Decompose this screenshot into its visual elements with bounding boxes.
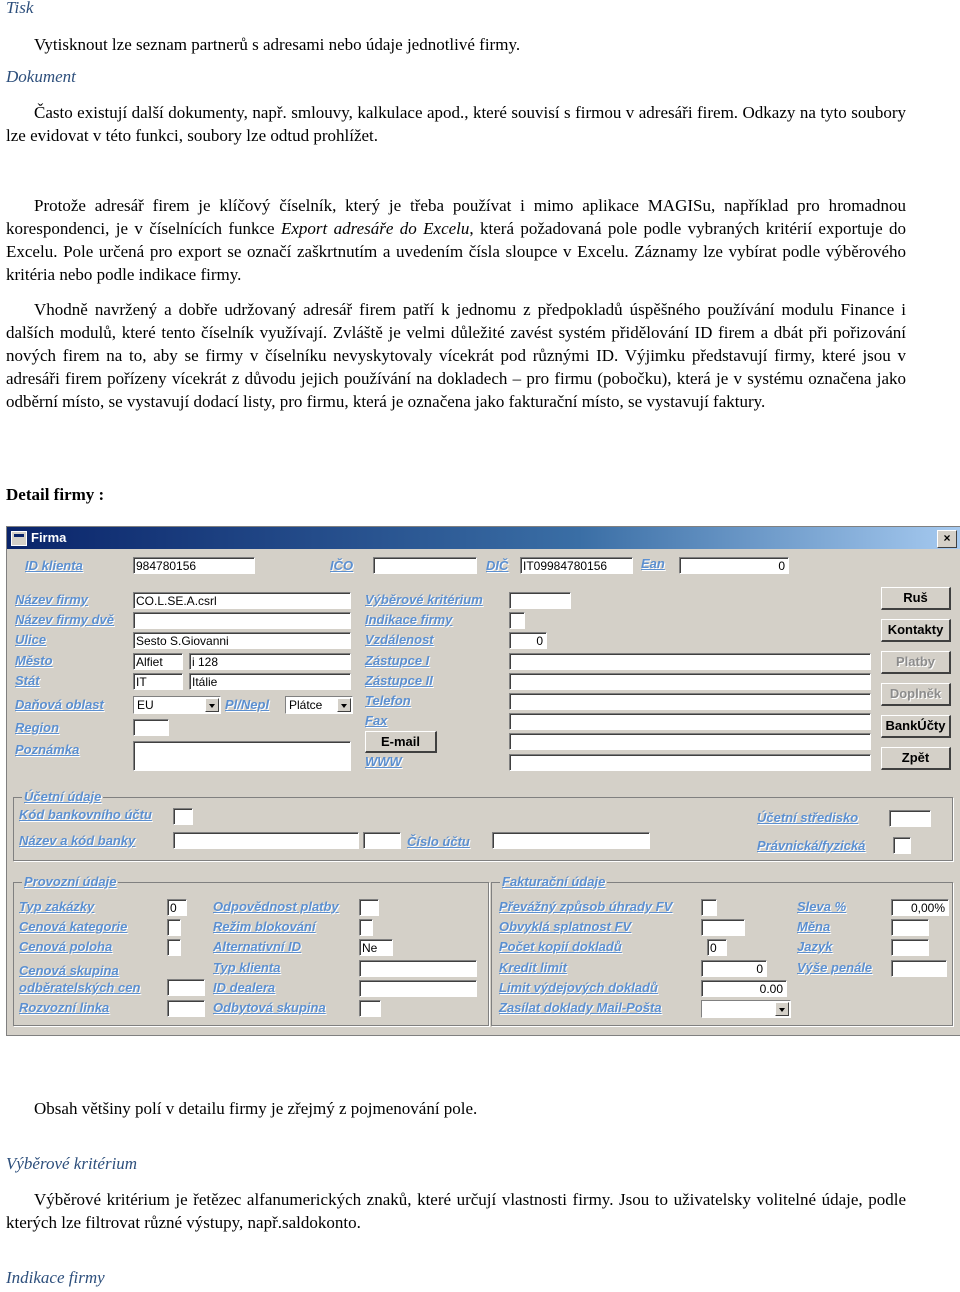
telefon-field[interactable] bbox=[509, 693, 871, 710]
label-vyberove-kriterium: Výběrové kritérium bbox=[365, 592, 483, 607]
label-zastupce-2: Zástupce II bbox=[365, 673, 433, 688]
heading-indikace-firmy: Indikace firmy bbox=[6, 1268, 105, 1287]
label-vzdalenost: Vzdálenost bbox=[365, 632, 434, 647]
vzdalenost-field[interactable]: 0 bbox=[509, 632, 547, 649]
fakturacni-udaje-title: Fakturační údaje bbox=[502, 874, 606, 889]
kredit-limit-field[interactable]: 0 bbox=[701, 960, 767, 977]
paragraph-dokument: Často existují další dokumenty, např. smlouvy, kalkulace apod., které souvisí s firmou v adresáři firem. Odkazy na tyto soubory lze evidovat v této funkci, soubory lze odtud prohlížet. bbox=[6, 103, 906, 145]
label-cenova-poloha: Cenová poloha bbox=[19, 939, 113, 954]
ean-field[interactable]: 0 bbox=[679, 557, 789, 574]
label-region: Region bbox=[15, 720, 60, 735]
typ-klienta-field[interactable] bbox=[359, 960, 477, 977]
window-titlebar[interactable] bbox=[7, 527, 960, 549]
chevron-down-icon[interactable] bbox=[205, 698, 219, 712]
mesto-field[interactable]: i 128 bbox=[189, 653, 351, 670]
label-indikace-firmy: Indikace firmy bbox=[365, 612, 453, 627]
kod-bankovniho-uctu-field[interactable] bbox=[173, 808, 193, 825]
pl-nepl-value: Plátce bbox=[289, 698, 323, 712]
heading-dokument: Dokument bbox=[6, 67, 76, 86]
id-dealera-field[interactable] bbox=[359, 980, 477, 997]
vyse-penale-field[interactable] bbox=[891, 960, 947, 977]
label-telefon: Telefon bbox=[365, 693, 411, 708]
label-kredit-limit: Kredit limit bbox=[499, 960, 567, 975]
mena-field[interactable] bbox=[891, 919, 929, 936]
obvykla-splatnost-field[interactable] bbox=[701, 919, 745, 936]
paragraph-obsah: Obsah většiny polí v detailu firmy je zřejmý z pojmenování pole. bbox=[34, 1099, 478, 1118]
nazev-banky-field[interactable] bbox=[173, 832, 359, 849]
label-pl-nepl: Pl/Nepl bbox=[225, 697, 270, 712]
label-obvykla-splatnost: Obvyklá splatnost FV bbox=[499, 919, 632, 934]
label-stat: Stát bbox=[15, 673, 40, 688]
cislo-uctu-field[interactable] bbox=[492, 832, 650, 849]
label-id-dealera: ID dealera bbox=[213, 980, 276, 995]
region-field[interactable] bbox=[133, 719, 169, 736]
rozvozni-linka-field[interactable] bbox=[167, 1000, 205, 1017]
pl-nepl-select[interactable] bbox=[285, 696, 353, 714]
window-title: Firma bbox=[31, 530, 67, 545]
email-field[interactable] bbox=[509, 733, 871, 750]
nazev-firmy-field[interactable]: CO.L.SE.A.csrl bbox=[133, 592, 351, 609]
label-poznamka: Poznámka bbox=[15, 742, 80, 757]
paragraph-export-part2: , která požadovaná pole podle vybraných kritérií exportuje do Excelu. Pole určená pro export se označí zaškrtnutím a uvedením čísla sloupce v Excelu. Záznamy lze vybírat podle výběrového kritéria nebo podle indikace firmy. bbox=[6, 219, 906, 284]
ulice-field[interactable]: Sesto S.Giovanni bbox=[133, 632, 351, 649]
kod-banky-field[interactable] bbox=[363, 832, 401, 849]
label-vyse-penale: Výše penále bbox=[797, 960, 873, 975]
firma-window bbox=[6, 526, 960, 1036]
label-sleva: Sleva % bbox=[797, 899, 847, 914]
label-odpovednost-platby: Odpovědnost platby bbox=[213, 899, 339, 914]
label-limit-vydejovych: Limit výdejových dokladů bbox=[499, 980, 658, 995]
cenova-skupina-field[interactable] bbox=[167, 979, 205, 996]
www-field[interactable] bbox=[509, 754, 871, 771]
paragraph-export bbox=[6, 194, 906, 286]
label-kod-bankovniho-uctu: Kód bankovního účtu bbox=[19, 807, 152, 822]
label-typ-zakazky: Typ zakázky bbox=[19, 899, 95, 914]
vyberove-kriterium-field[interactable] bbox=[509, 592, 571, 609]
ucetni-udaje-title: Účetní údaje bbox=[24, 789, 102, 804]
label-rozvozni-linka: Rozvozní linka bbox=[19, 1000, 110, 1015]
close-button[interactable]: × bbox=[937, 530, 957, 548]
label-cislo-uctu: Číslo účtu bbox=[407, 834, 470, 849]
odbytova-skupina-field[interactable] bbox=[359, 1000, 381, 1017]
chevron-down-icon[interactable] bbox=[775, 1002, 789, 1016]
label-nazev-firmy-dve: Název firmy dvě bbox=[15, 612, 114, 627]
zasilat-doklady-select[interactable] bbox=[701, 1000, 791, 1018]
pravnicka-fyzicka-field[interactable] bbox=[893, 837, 911, 854]
label-pravnicka-fyzicka: Právnická/fyzická bbox=[757, 838, 866, 853]
zastupce-1-field[interactable] bbox=[509, 653, 871, 670]
platby-button[interactable]: Platby bbox=[881, 651, 951, 674]
ucetni-stredisko-field[interactable] bbox=[889, 810, 931, 827]
label-danova-oblast: Daňová oblast bbox=[15, 697, 104, 712]
stat-kod-field[interactable]: IT bbox=[133, 673, 183, 690]
fax-field[interactable] bbox=[509, 713, 871, 730]
label-ico: IČO bbox=[330, 558, 354, 573]
label-mena: Měna bbox=[797, 919, 831, 934]
id-klienta-field[interactable]: 984780156 bbox=[133, 557, 255, 574]
label-fax: Fax bbox=[365, 713, 388, 728]
nazev-firmy-dve-field[interactable] bbox=[133, 612, 351, 629]
cenova-kategorie-field[interactable] bbox=[167, 919, 181, 936]
label-ean: Ean bbox=[641, 556, 665, 571]
limit-vydejovych-field[interactable]: 0.00 bbox=[701, 980, 787, 997]
label-zasilat-doklady: Zasílat doklady Mail-Pošta bbox=[499, 1000, 662, 1015]
alternativni-id-field[interactable]: Ne bbox=[359, 939, 393, 956]
label-mesto: Město bbox=[15, 653, 53, 668]
label-dic: DIČ bbox=[486, 558, 509, 573]
ico-field[interactable] bbox=[373, 557, 477, 574]
label-ulice: Ulice bbox=[15, 632, 47, 647]
danova-oblast-value: EU bbox=[137, 698, 154, 712]
window-app-icon bbox=[11, 531, 27, 546]
odpovednost-platby-field[interactable] bbox=[359, 899, 379, 916]
paragraph-tisk: Vytisknout lze seznam partnerů s adresami nebo údaje jednotlivé firmy. bbox=[34, 35, 521, 54]
label-odbytova-skupina: Odbytová skupina bbox=[213, 1000, 326, 1015]
label-nazev-firmy: Název firmy bbox=[15, 592, 88, 607]
zpet-button[interactable]: Zpět bbox=[881, 747, 951, 770]
prevazny-zpusob-field[interactable] bbox=[701, 899, 717, 916]
label-odberatelskych-cen: odběratelských cen bbox=[19, 980, 141, 995]
label-www: WWW bbox=[365, 754, 402, 769]
zastupce-2-field[interactable] bbox=[509, 673, 871, 690]
heading-detail-firmy: Detail firmy : bbox=[6, 485, 105, 504]
sleva-field[interactable]: 0,00% bbox=[891, 899, 949, 916]
heading-tisk: Tisk bbox=[6, 0, 34, 17]
label-pocet-kopii: Počet kopií dokladů bbox=[499, 939, 622, 954]
label-ucetni-stredisko: Účetní středisko bbox=[757, 810, 859, 825]
kontakty-button[interactable]: Kontakty bbox=[881, 619, 951, 642]
label-zastupce-1: Zástupce I bbox=[365, 653, 430, 668]
rezim-blokovani-field[interactable] bbox=[359, 919, 373, 936]
typ-zakazky-field[interactable]: 0 bbox=[167, 899, 187, 916]
paragraph-export-emphasis: Export adresáře do Excelu bbox=[280, 219, 470, 238]
paragraph-vyberove-kriterium: Výběrové kritérium je řetězec alfanumerických znaků, které určují vlastnosti firmy. Jsou to uživatelsky volitelné údaje, podle kterých lze filtrovat různé výstupy, např.saldokonto. bbox=[6, 1190, 906, 1232]
label-jazyk: Jazyk bbox=[797, 939, 833, 954]
danova-oblast-select[interactable] bbox=[133, 696, 221, 714]
label-prevazny-zpusob: Převážný způsob úhrady FV bbox=[499, 899, 673, 914]
provozni-udaje-title: Provozní údaje bbox=[24, 874, 117, 889]
label-typ-klienta: Typ klienta bbox=[213, 960, 281, 975]
rus-button[interactable]: Ruš bbox=[881, 587, 951, 610]
chevron-down-icon[interactable] bbox=[337, 698, 351, 712]
dic-field[interactable]: IT09984780156 bbox=[520, 557, 633, 574]
bankucty-button[interactable]: BankÚčty bbox=[881, 715, 951, 738]
label-nazev-kod-banky: Název a kód banky bbox=[19, 833, 136, 848]
label-rezim-blokovani: Režim blokování bbox=[213, 919, 316, 934]
paragraph-vhodne: Vhodně navržený a dobře udržovaný adresář firem patří k jednomu z předpokladů úspěšného používání modulu Finance i dalších modulů, které tento číselník využívají. Zvláště je velmi důležité zavést systém přidělování ID firem a dbát při pořizování nových firem na to, aby se firmy v číselníku nevyskytovaly vícekrát pod různými ID. Výjimku představují firmy, které jsou v adresáři firem pořízeny vícekrát z důvodu jejich používání na dokladech – pro firmu (pobočku), která je v systému označena jako odběrní místo, se vystavují dodací listy, pro firmu, která je označena jako fakturační místo, se vystavují faktury. bbox=[6, 300, 906, 411]
psc-field[interactable]: Alfiet bbox=[133, 653, 183, 670]
poznamka-field[interactable] bbox=[133, 741, 351, 771]
label-alternativni-id: Alternativní ID bbox=[213, 939, 302, 954]
stat-field[interactable]: Itálie bbox=[189, 673, 351, 690]
pocet-kopii-field[interactable]: 0 bbox=[707, 939, 727, 956]
heading-vyberove-kriterium: Výběrové kritérium bbox=[6, 1154, 138, 1173]
cenova-poloha-field[interactable] bbox=[167, 939, 181, 956]
label-id-klienta: ID klienta bbox=[25, 558, 83, 573]
paragraph-export-part1: Protože adresář firem je klíčový číselník, který je třeba používat i mimo aplikace MAGISu, například pro hromadnou korespondenci, je v číselnících funkce bbox=[6, 196, 906, 238]
label-cenova-kategorie: Cenová kategorie bbox=[19, 919, 128, 934]
label-cenova-skupina: Cenová skupina bbox=[19, 963, 119, 978]
indikace-firmy-field[interactable] bbox=[509, 612, 525, 629]
doplnek-button[interactable]: Doplněk bbox=[881, 683, 951, 706]
email-button[interactable]: E-mail bbox=[365, 731, 437, 753]
jazyk-field[interactable] bbox=[891, 939, 929, 956]
